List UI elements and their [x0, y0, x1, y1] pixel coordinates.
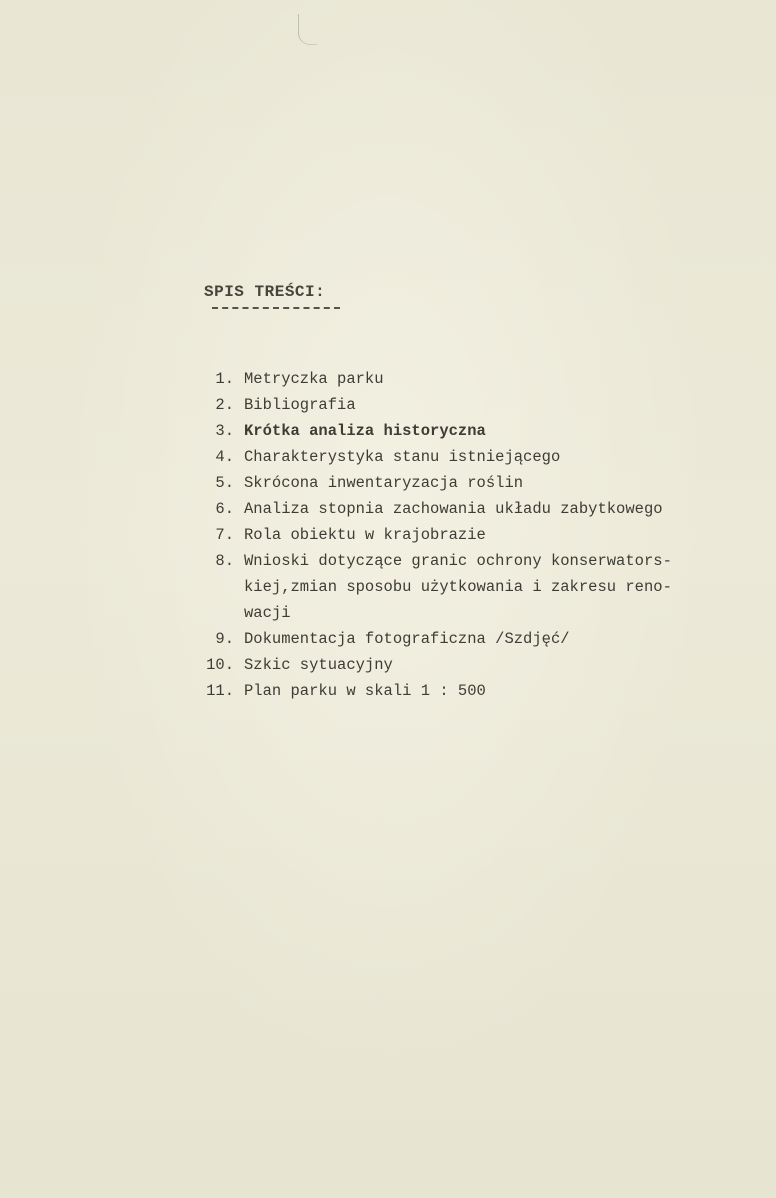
toc-entry-1 [0, 370, 776, 396]
toc-entry-11 [0, 682, 776, 708]
table-of-contents [0, 370, 776, 708]
toc-number: 4. [215, 448, 234, 466]
toc-text: Bibliografia [244, 396, 356, 414]
toc-entry-8-continuation [0, 578, 776, 604]
toc-text: kiej,zmian sposobu użytkowania i zakresu reno- [244, 578, 672, 596]
toc-entry-6 [0, 500, 776, 526]
toc-entry-2 [0, 396, 776, 422]
toc-entry-9 [0, 630, 776, 656]
toc-number: 7. [215, 526, 234, 544]
toc-number: 11. [206, 682, 234, 700]
toc-text: wacji [244, 604, 291, 622]
toc-text: Charakterystyka stanu istniejącego [244, 448, 561, 466]
toc-text: Krótka analiza historyczna [244, 422, 486, 440]
toc-number: 1. [215, 370, 234, 388]
toc-text: Analiza stopnia zachowania układu zabytkowego [244, 500, 663, 518]
toc-number: 5. [215, 474, 234, 492]
toc-text: Metryczka parku [244, 370, 384, 388]
page-title: SPIS TREŚCI: [204, 283, 326, 301]
toc-text: Dokumentacja fotograficzna /Szdjęć/ [244, 630, 570, 648]
toc-entry-4 [0, 448, 776, 474]
toc-text: Wnioski dotyczące granic ochrony konserwators- [244, 552, 672, 570]
toc-entry-3 [0, 422, 776, 448]
toc-entry-8 [0, 552, 776, 578]
toc-entry-7 [0, 526, 776, 552]
toc-text: Plan parku w skali 1 : 500 [244, 682, 486, 700]
toc-text: Skrócona inwentaryzacja roślin [244, 474, 524, 492]
title-underline [212, 307, 340, 309]
toc-text: Szkic sytuacyjny [244, 656, 393, 674]
paper-fold-mark [298, 14, 317, 45]
toc-number: 2. [215, 396, 234, 414]
toc-entry-10 [0, 656, 776, 682]
toc-number: 8. [215, 552, 234, 570]
toc-number: 3. [215, 422, 234, 440]
toc-text: Rola obiektu w krajobrazie [244, 526, 486, 544]
toc-entry-5 [0, 474, 776, 500]
toc-entry-8-continuation [0, 604, 776, 630]
toc-number: 6. [215, 500, 234, 518]
toc-number: 10. [206, 656, 234, 674]
toc-number: 9. [215, 630, 234, 648]
